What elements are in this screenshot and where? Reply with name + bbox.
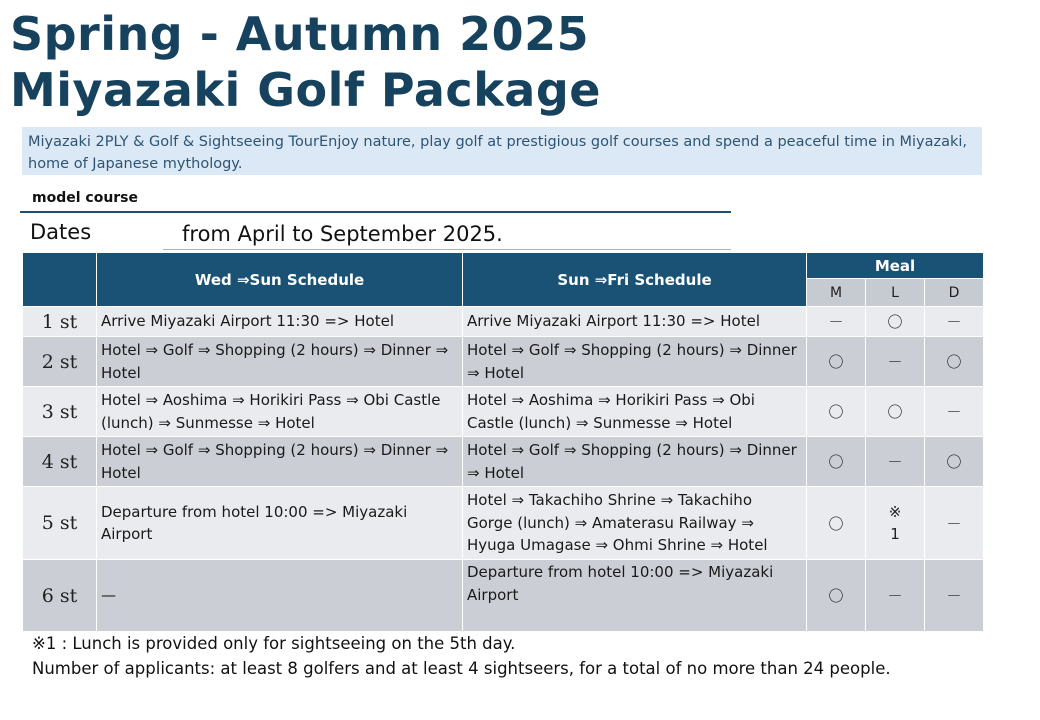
sun-fri-cell: Hotel ⇒ Aoshima ⇒ Horikiri Pass ⇒ Obi Castle (lunch) ⇒ Sunmesse ⇒ Hotel xyxy=(463,387,807,437)
table-row xyxy=(23,437,984,487)
day-cell: 2 st xyxy=(23,337,97,387)
meal-d-cell: － xyxy=(925,387,984,437)
meal-l-cell: 〇 xyxy=(866,387,925,437)
table-row xyxy=(23,337,984,387)
page-title-line-2: Miyazaki Golf Package xyxy=(10,63,601,117)
day-cell: 3 st xyxy=(23,387,97,437)
dates-label: Dates xyxy=(30,220,92,244)
meal-d-cell: 〇 xyxy=(925,437,984,487)
sun-fri-cell: Departure from hotel 10:00 => Miyazaki Airport xyxy=(463,560,807,632)
table-row xyxy=(23,560,984,632)
wed-sun-cell: Arrive Miyazaki Airport 11:30 => Hotel xyxy=(97,307,463,337)
header-meal-d: D xyxy=(925,279,984,307)
sun-fri-cell: Hotel ⇒ Golf ⇒ Shopping (2 hours) ⇒ Dinner ⇒ Hotel xyxy=(463,437,807,487)
header-meal-l: L xyxy=(866,279,925,307)
wed-sun-cell: Hotel ⇒ Golf ⇒ Shopping (2 hours) ⇒ Dinner ⇒ Hotel xyxy=(97,337,463,387)
dates-underline xyxy=(163,249,731,250)
dates-value: from April to September 2025. xyxy=(182,222,503,246)
meal-m-cell: 〇 xyxy=(807,487,866,560)
meal-l-cell: 〇 xyxy=(866,307,925,337)
meal-m-cell: 〇 xyxy=(807,560,866,632)
day-cell: 5 st xyxy=(23,487,97,560)
meal-l-cell: ※ 1 xyxy=(866,487,925,560)
sun-fri-cell: Arrive Miyazaki Airport 11:30 => Hotel xyxy=(463,307,807,337)
table-header-row xyxy=(23,253,984,279)
day-cell: 6 st xyxy=(23,560,97,632)
page-title-line-1: Spring - Autumn 2025 xyxy=(10,7,590,61)
section-label: model course xyxy=(32,190,139,206)
section-divider xyxy=(20,211,731,213)
meal-l-cell: － xyxy=(866,437,925,487)
schedule-table xyxy=(22,252,984,632)
sun-fri-cell: Hotel ⇒ Golf ⇒ Shopping (2 hours) ⇒ Dinner ⇒ Hotel xyxy=(463,337,807,387)
meal-d-cell: 〇 xyxy=(925,337,984,387)
intro-text: Miyazaki 2PLY & Golf & Sightseeing TourEnjoy nature, play golf at prestigious golf courses and spend a peaceful time in Miyazaki, home of Japanese mythology. xyxy=(22,127,982,175)
sun-fri-cell: Hotel ⇒ Takachiho Shrine ⇒ Takachiho Gorge (lunch) ⇒ Amaterasu Railway ⇒ Hyuga Umagase ⇒ Ohmi Shrine ⇒ Hotel xyxy=(463,487,807,560)
day-cell: 4 st xyxy=(23,437,97,487)
meal-m-cell: 〇 xyxy=(807,437,866,487)
wed-sun-cell: Hotel ⇒ Aoshima ⇒ Horikiri Pass ⇒ Obi Castle (lunch) ⇒ Sunmesse ⇒ Hotel xyxy=(97,387,463,437)
meal-l-cell: － xyxy=(866,560,925,632)
meal-d-cell: － xyxy=(925,307,984,337)
meal-m-cell: － xyxy=(807,307,866,337)
header-meal-m: M xyxy=(807,279,866,307)
meal-d-cell: － xyxy=(925,560,984,632)
meal-d-cell: － xyxy=(925,487,984,560)
day-cell: 1 st xyxy=(23,307,97,337)
table-row xyxy=(23,387,984,437)
wed-sun-cell: — xyxy=(97,560,463,632)
header-sun-fri-schedule: Sun ⇒Fri Schedule xyxy=(463,253,807,307)
wed-sun-cell: Departure from hotel 10:00 => Miyazaki Airport xyxy=(97,487,463,560)
wed-sun-cell: Hotel ⇒ Golf ⇒ Shopping (2 hours) ⇒ Dinner ⇒ Hotel xyxy=(97,437,463,487)
header-day xyxy=(23,253,97,307)
meal-l-cell: － xyxy=(866,337,925,387)
table-row xyxy=(23,487,984,560)
footnote-applicants: Number of applicants: at least 8 golfers and at least 4 sightseers, for a total of no more than 24 people. xyxy=(32,659,891,678)
header-wed-sun-schedule: Wed ⇒Sun Schedule xyxy=(97,253,463,307)
meal-m-cell: 〇 xyxy=(807,337,866,387)
footnote-lunch: ※1 : Lunch is provided only for sightseeing on the 5th day. xyxy=(32,634,516,653)
table-row xyxy=(23,307,984,337)
meal-m-cell: 〇 xyxy=(807,387,866,437)
header-meal: Meal xyxy=(807,253,984,279)
